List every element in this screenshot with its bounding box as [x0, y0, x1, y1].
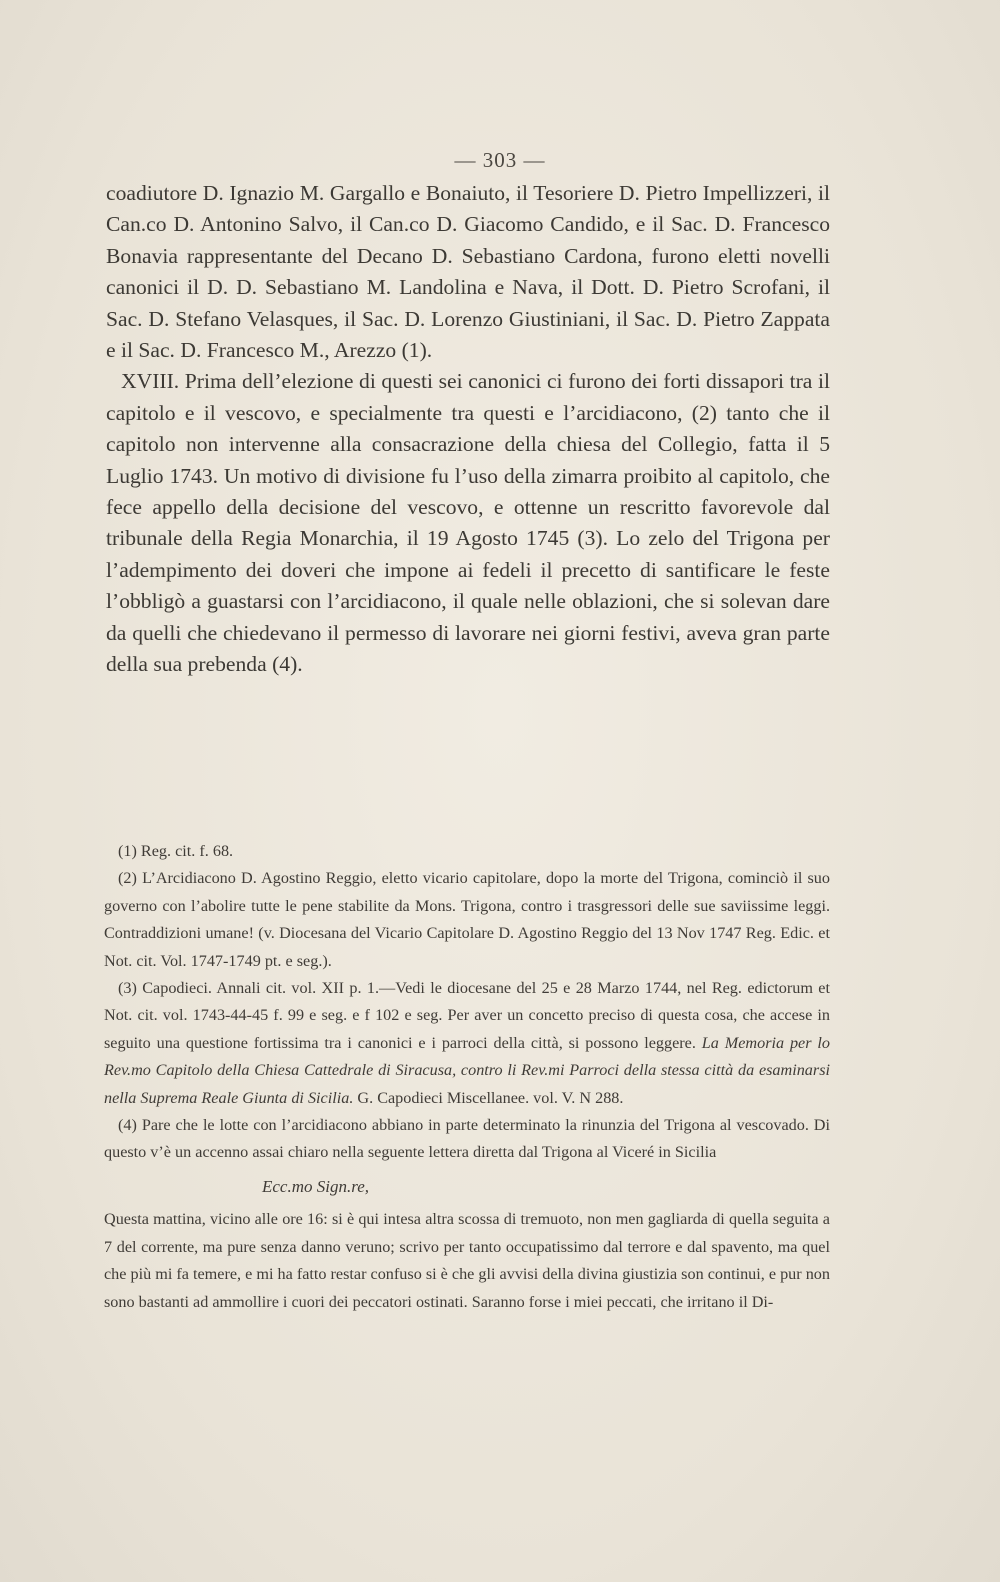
footnote-1: (1) Reg. cit. f. 68. [118, 842, 234, 860]
footnote-3-text: (3) Capodieci. Annali cit. vol. XII p. 1.—Vedi le diocesane del 25 e 28 Marzo 1744, nel Reg. edictorum et Not. cit. vol. 1743-44-45 f. 99 e seg. e f 102 e seg. Per aver un concetto preciso di questa cosa, che accese in seguito una questione fortissima tra i canonici e i parroci della città, si possono leggere. [104, 979, 830, 1052]
main-text [106, 178, 830, 681]
footnotes [104, 838, 830, 1316]
footnote-3-source: G. Capodieci Miscellanee. vol. V. N 288. [357, 1088, 624, 1107]
paragraph-xviii: XVIII. Prima dell’elezione di questi sei canonici ci furono dei forti dissapori tra il capitolo e il vescovo, e specialmente tra questi e l’arcidiacono, (2) tanto che il capitolo non intervenne alla consacrazione della chiesa del Collegio, fatta il 5 Luglio 1743. Un motivo di divisione fu l’uso della zimarra proibito al capitolo, che fece appello della decisione del vescovo, e ottenne un rescritto favorevole dal tribunale della Regia Monarchia, il 19 Agosto 1745 (3). Lo zelo del Trigona per l’adempimento dei doveri che impone ai fedeli il precetto di santificare le feste l’obbligò a guastarsi con l’arcidiacono, il quale nelle oblazioni, che si solevan dare da quelli che chiedevano il permesso di lavorare nei giorni festivi, aveva gran parte della sua prebenda (4). [106, 369, 830, 677]
page-number: — 303 — [454, 148, 546, 172]
footnote-4: (4) Pare che le lotte con l’arcidiacono abbiano in parte determinato la rinunzia del Trigona al vescovado. Di questo v’è un accenno assai chiaro nella seguente lettera diretta dal Trigona al Viceré in Sicilia [104, 1116, 830, 1162]
footnote-2: (2) L’Arcidiacono D. Agostino Reggio, eletto vicario capitolare, dopo la morte del Trigona, cominciò il suo governo con l’abolire tutte le pene stabilite da Mons. Trigona, contro i trasgressori delle sue saviissime leggi. Contraddizioni umane! (v. Diocesana del Vicario Capitolare D. Agostino Reggio del 13 Nov 1747 Reg. Edic. et Not. cit. Vol. 1747-1749 pt. e seg.). [104, 869, 830, 970]
footnote-3-title: La Memoria per lo Rev.mo Capitolo della Chiesa Cattedrale di Siracusa, contro li Rev.mi Parroci della stessa città da esaminarsi nella Suprema Reale Giunta di Sicilia. [104, 1033, 830, 1107]
paragraph-canonici: coadiutore D. Ignazio M. Gargallo e Bonaiuto, il Tesoriere D. Pietro Impellizzeri, il Can.co D. Antonino Salvo, il Can.co D. Giacomo Candido, e il Sac. D. Francesco Bonavia rappresentante del Decano D. Sebastiano Cardona, furono eletti novelli canonici il D. D. Sebastiano M. Landolina e Nava, il Dott. D. Pietro Scrofani, il Sac. D. Stefano Velasques, il Sac. D. Lorenzo Giustiniani, il Sac. D. Pietro Zappata e il Sac. D. Francesco M., Arezzo (1). [106, 181, 830, 363]
letter-salutation: Ecc.mo Sign.re, [262, 1176, 370, 1196]
letter-text: Questa mattina, vicino alle ore 16: si è qui intesa altra scossa di tremuoto, non men gagliarda di quella seguita a 7 del corrente, ma pure senza danno veruno; scrivo per tanto occupatissimo dal terrore e dal spavento, ma quel che più mi fa temere, e mi ha fatto restar confuso si è che gli avvisi della divina giustizia son continui, e pur non sono bastanti ad ammollire i cuori dei peccatori ostinati. Saranno forse i miei peccati, che irritano il Di- [104, 1210, 830, 1311]
footnote-3 [104, 975, 830, 1112]
